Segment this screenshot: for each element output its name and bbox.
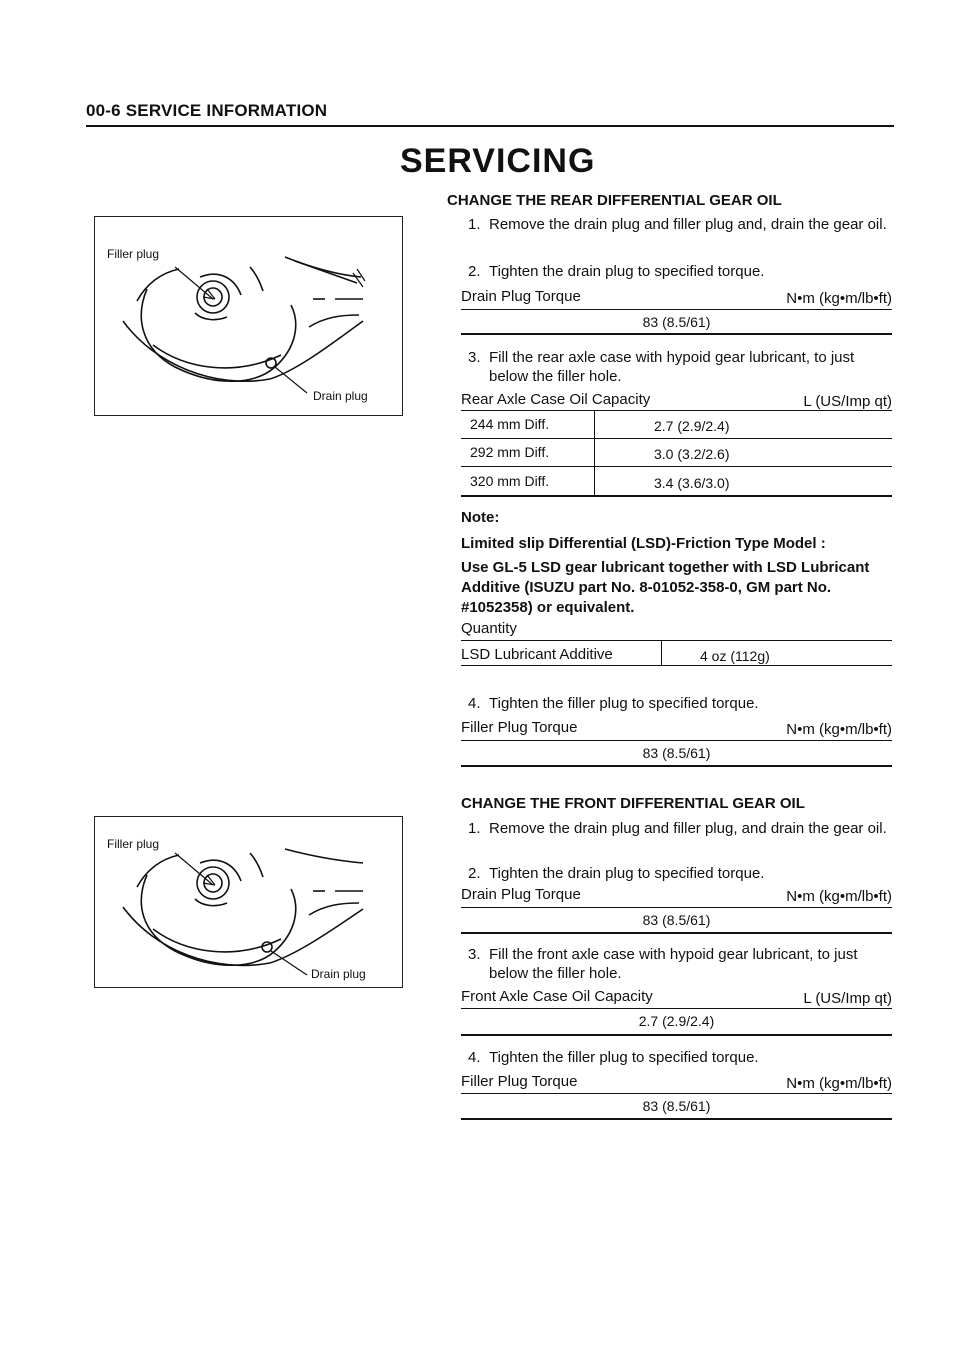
spec-rule (461, 907, 892, 908)
capacity-diff-cell: 244 mm Diff. (470, 416, 550, 432)
step-number: 3. (468, 349, 481, 366)
front-capacity-label: Front Axle Case Oil Capacity (461, 988, 653, 1005)
front-filler-torque-unit: N•m (kg•m/lb•ft) (786, 1075, 892, 1092)
front-section-heading: CHANGE THE FRONT DIFFERENTIAL GEAR OIL (461, 795, 805, 812)
front-step-2 (468, 864, 888, 883)
rear-step-1 (468, 215, 888, 234)
step-number: 1. (468, 820, 481, 837)
step-text: Remove the drain plug and filler plug, and drain the gear oil. (489, 820, 887, 837)
front-drain-torque-unit: N•m (kg•m/lb•ft) (786, 888, 892, 905)
front-step-1 (468, 819, 888, 838)
page-header: 00-6 SERVICE INFORMATION (86, 101, 328, 120)
spec-rule (461, 1034, 892, 1036)
capacity-diff-cell: 292 mm Diff. (470, 444, 550, 460)
table-rule (461, 466, 892, 467)
rear-drain-torque-label: Drain Plug Torque (461, 288, 581, 305)
capacity-diff-cell: 320 mm Diff. (470, 473, 550, 489)
front-capacity-unit: L (US/Imp qt) (803, 990, 892, 1007)
table-rule (461, 410, 892, 411)
additive-value: 4 oz (112g) (700, 648, 770, 664)
front-filler-torque-value: 83 (8.5/61) (642, 1098, 711, 1114)
table-rule (461, 495, 892, 497)
spec-rule (461, 309, 892, 310)
spec-rule (461, 333, 892, 335)
rear-filler-torque-unit: N•m (kg•m/lb•ft) (786, 721, 892, 738)
rear-capacity-unit: L (US/Imp qt) (803, 393, 892, 410)
spec-rule (461, 1008, 892, 1009)
front-diff-figure (94, 816, 403, 988)
front-drain-torque-value: 83 (8.5/61) (642, 912, 711, 928)
spec-rule (461, 765, 892, 767)
drain-plug-label: Drain plug (313, 389, 368, 403)
step-number: 4. (468, 695, 481, 712)
header-divider (86, 125, 894, 127)
front-drain-torque-label: Drain Plug Torque (461, 886, 581, 903)
filler-plug-label: Filler plug (107, 837, 160, 851)
step-number: 4. (468, 1049, 481, 1066)
note-text: Use GL-5 LSD gear lubricant together with LSD Lubricant Additive (ISUZU part No. 8-01052-358-0, GM part No. #1052358) or equivalent. (461, 559, 870, 616)
front-filler-torque-label: Filler Plug Torque (461, 1073, 578, 1090)
rear-filler-torque-value: 83 (8.5/61) (642, 745, 711, 761)
capacity-value-cell: 3.0 (3.2/2.6) (654, 446, 730, 462)
rear-step-3 (468, 348, 888, 386)
quantity-label: Quantity (461, 620, 517, 637)
capacity-value-cell: 2.7 (2.9/2.4) (654, 418, 730, 434)
step-text: Fill the front axle case with hypoid gear lubricant, to just below the filler hole. (489, 946, 858, 982)
drain-plug-label: Drain plug (311, 967, 366, 981)
step-text: Tighten the drain plug to specified torque. (489, 865, 765, 882)
additive-label: LSD Lubricant Additive (461, 646, 613, 663)
step-text: Tighten the drain plug to specified torque. (489, 263, 765, 280)
filler-plug-label: Filler plug (107, 247, 160, 261)
rear-drain-torque-unit: N•m (kg•m/lb•ft) (786, 290, 892, 307)
front-step-3 (468, 945, 888, 983)
front-capacity-value: 2.7 (2.9/2.4) (638, 1013, 715, 1029)
capacity-value-cell: 3.4 (3.6/3.0) (654, 475, 730, 491)
rear-diff-figure (94, 216, 403, 416)
rear-section-heading: CHANGE THE REAR DIFFERENTIAL GEAR OIL (447, 192, 782, 209)
table-rule (461, 438, 892, 439)
rear-step-2 (468, 262, 888, 281)
spec-rule (461, 1118, 892, 1120)
table-rule (461, 665, 892, 666)
step-number: 1. (468, 216, 481, 233)
rear-step-4 (468, 694, 888, 713)
note-label: Note: (461, 509, 500, 526)
step-text: Tighten the filler plug to specified torque. (489, 1049, 759, 1066)
step-text: Fill the rear axle case with hypoid gear lubricant, to just below the filler hole. (489, 349, 855, 385)
spec-rule (461, 740, 892, 741)
table-column-divider (594, 410, 595, 495)
table-rule (461, 640, 892, 641)
spec-rule (461, 1093, 892, 1094)
rear-drain-torque-value: 83 (8.5/61) (642, 314, 711, 330)
step-number: 3. (468, 946, 481, 963)
front-step-4 (468, 1048, 888, 1067)
page-title: SERVICING (400, 142, 596, 180)
rear-capacity-label: Rear Axle Case Oil Capacity (461, 391, 651, 408)
table-column-divider (661, 640, 662, 665)
step-number: 2. (468, 865, 481, 882)
rear-filler-torque-label: Filler Plug Torque (461, 719, 578, 736)
step-text: Tighten the filler plug to specified torque. (489, 695, 759, 712)
spec-rule (461, 932, 892, 934)
note-model: Limited slip Differential (LSD)-Friction Type Model : (461, 535, 826, 552)
step-text: Remove the drain plug and filler plug and, drain the gear oil. (489, 216, 887, 233)
step-number: 2. (468, 263, 481, 280)
